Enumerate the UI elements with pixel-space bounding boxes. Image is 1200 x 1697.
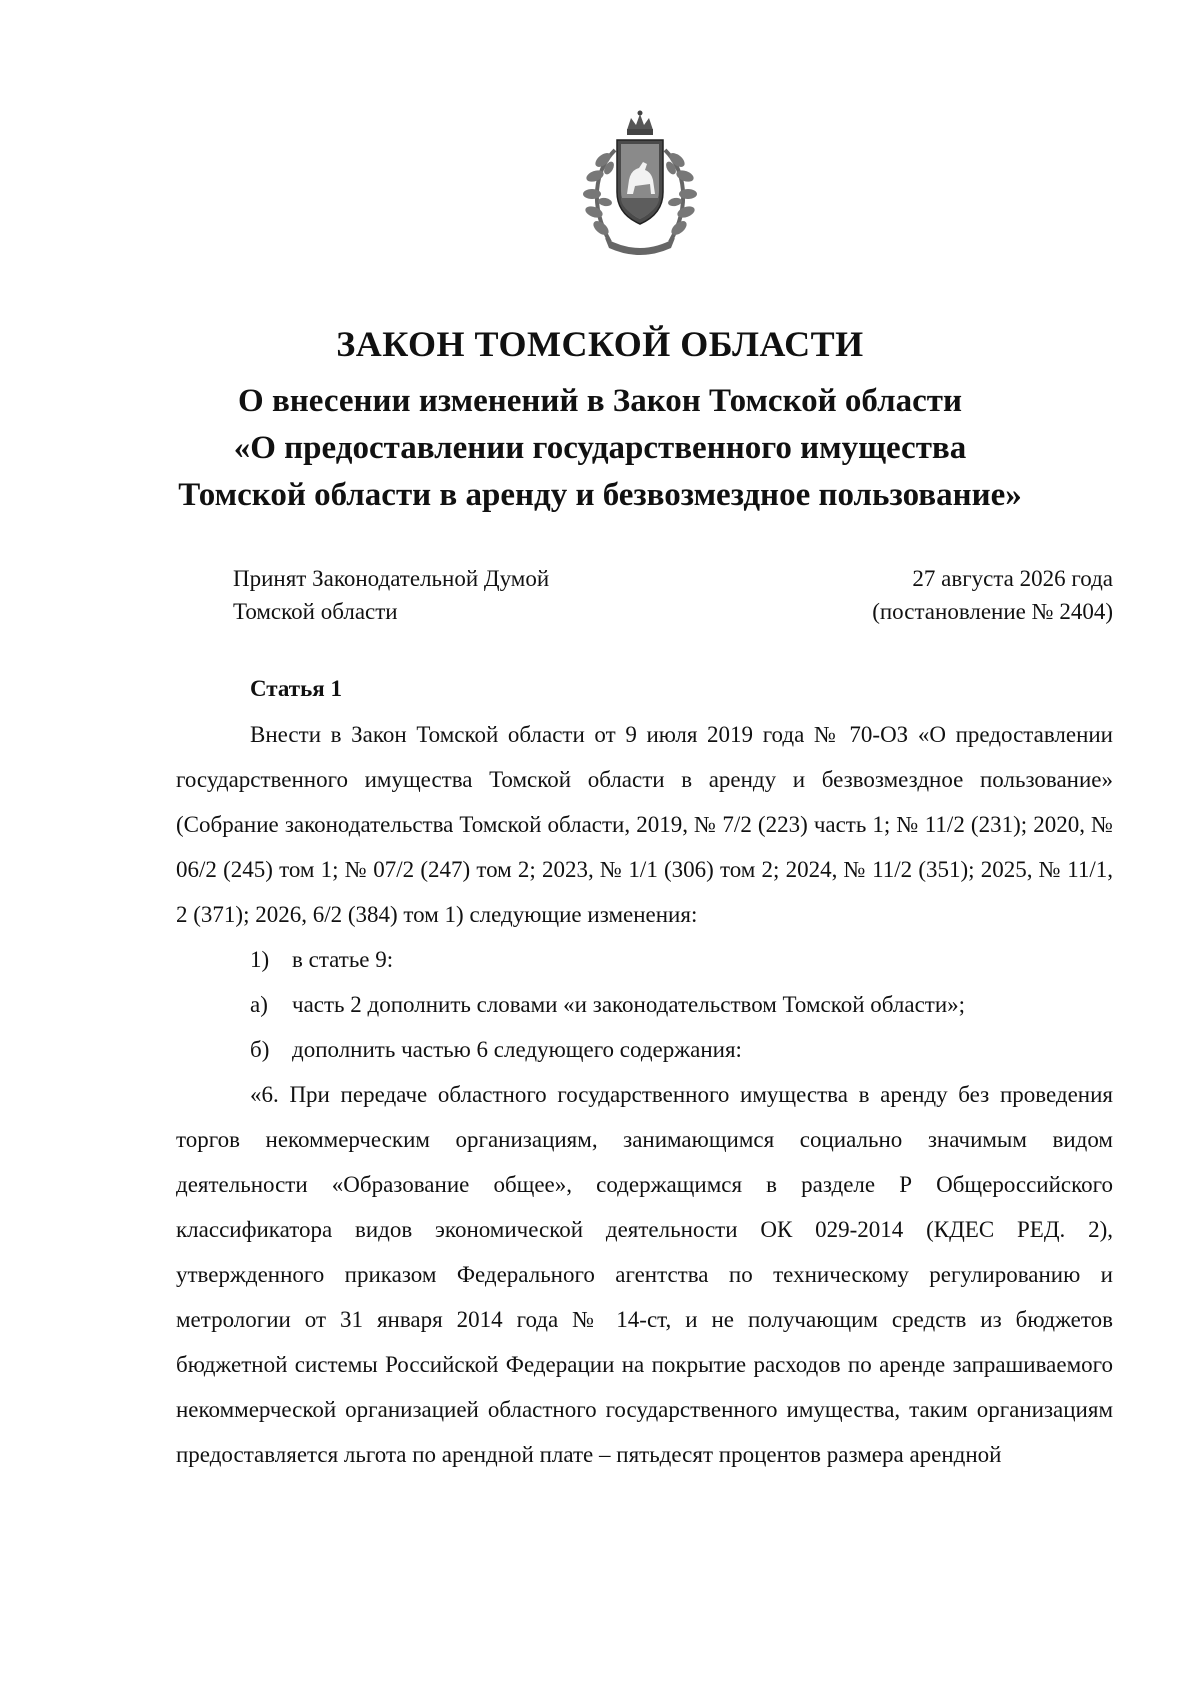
article-intro-paragraph: Внести в Закон Томской области от 9 июля 2019 года № 70-ОЗ «О предоставлении государственного имущества Томской области в аренду и безвозмездное пользование» (Собрание законодательства Томской области, 2019, № 7/2 (223) часть 1; № 11/2 (231); 2020, № 06/2 (245) том 1; № 07/2 (247) том 2; 2023, № 1/1 (306) том 2; 2024, № 11/2 (351); 2025, № 11/1, 2 (371); 2026, 6/2 (384) том 1) следующие изменения: [176, 722, 1113, 927]
list-item-b [176, 1027, 1113, 1072]
coat-of-arms-icon [565, 110, 715, 260]
law-title: ЗАКОН ТОМСКОЙ ОБЛАСТИ [336, 324, 864, 364]
adopted-by-line-1: Принят Законодательной Думой [233, 566, 550, 591]
list-item-1 [176, 937, 1113, 982]
title-block [140, 322, 1060, 519]
resolution-number: (постановление № 2404) [872, 599, 1113, 624]
adopted-by-line-2: Томской области [233, 599, 398, 624]
law-subtitle-line-3: Томской области в аренду и безвозмездное пользование» [178, 477, 1022, 513]
law-subtitle-line-2: «О предоставлении государственного имущества [233, 430, 967, 466]
adopted-by [233, 562, 549, 628]
list-item-a-mark: а) [250, 992, 268, 1017]
list-item-1-mark: 1) [250, 947, 270, 972]
list-item-1-text: в статье 9: [292, 947, 394, 972]
list-item-a-text: часть 2 дополнить словами «и законодательством Томской области»; [292, 992, 966, 1017]
article-body [176, 712, 1113, 1477]
adoption-date-block [872, 562, 1113, 628]
list-item-b-mark: б) [250, 1037, 270, 1062]
new-part-paragraph: «6. При передаче областного государственного имущества в аренду без проведения торгов некоммерческим организациям, занимающимся социально значимым видом деятельности «Образование общее», содержащимся в разделе Р Общероссийского классификатора видов экономической деятельности ОК 029-2014 (КДЕС РЕД. 2), утвержденного приказом Федерального агентства по техническому регулированию и метрологии от 31 января 2014 года № 14-ст, и не получающим средств из бюджетов бюджетной системы Российской Федерации на покрытие расходов по аренде запрашиваемого некоммерческой организацией областного государственного имущества, таким организациям предоставляется льгота по арендной плате – пятьдесят процентов размера арендной [176, 1082, 1113, 1467]
list-item-b-text: дополнить частью 6 следующего содержания: [292, 1037, 742, 1062]
list-item-a [176, 982, 1113, 1027]
adoption-date: 27 августа 2026 года [912, 566, 1113, 591]
law-subtitle-line-1: О внесении изменений в Закон Томской области [238, 383, 962, 419]
article-heading: Статья 1 [250, 676, 342, 701]
